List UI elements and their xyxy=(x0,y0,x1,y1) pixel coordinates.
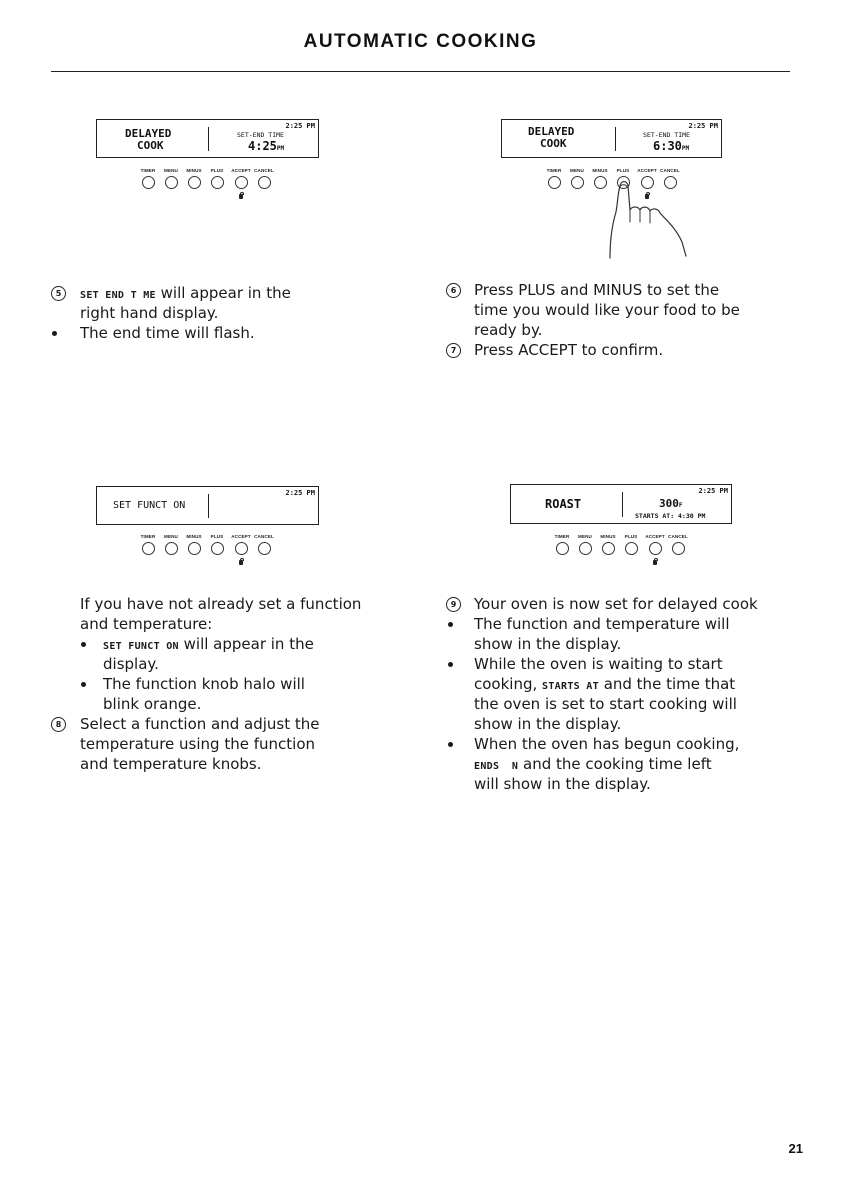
step-number-8: 8 xyxy=(51,717,66,732)
accept-button[interactable]: ACCEPT xyxy=(644,533,666,555)
step-5-text: 5 SET END T ME will appear in the right hand display. The end time will flash. xyxy=(51,283,391,345)
lcd-sub-label: STARTS AT: 4:30 PM xyxy=(635,512,706,520)
lcd-divider xyxy=(208,494,209,518)
lcd-right-label: SET-END TIME xyxy=(643,131,690,139)
lcd-display-2 xyxy=(501,119,722,158)
plus-button[interactable]: PLUS xyxy=(612,167,634,189)
bullet xyxy=(448,622,453,627)
minus-button[interactable]: MINUS xyxy=(589,167,611,189)
lcd-divider xyxy=(622,492,623,517)
lcd-divider xyxy=(208,127,209,151)
menu-button[interactable]: MENU xyxy=(160,167,182,189)
lcd-mode-line2: COOK xyxy=(137,139,164,152)
lcd-display-3 xyxy=(96,486,319,525)
lcd-display-4 xyxy=(510,484,732,524)
accept-button[interactable]: ACCEPT xyxy=(636,167,658,189)
lcd-term: ENDS N xyxy=(474,761,519,772)
accept-button[interactable]: ACCEPT xyxy=(230,167,252,189)
cancel-button[interactable]: CANCEL xyxy=(253,533,275,555)
minus-button[interactable]: MINUS xyxy=(183,533,205,555)
plus-button[interactable]: PLUS xyxy=(206,167,228,189)
hand-pointer-icon xyxy=(590,170,710,270)
menu-button[interactable]: MENU xyxy=(566,167,588,189)
lcd-mode-line1: SET FUNCT ON xyxy=(113,500,186,511)
lcd-value: 300F xyxy=(659,497,683,510)
lcd-clock: 2:25 PM xyxy=(688,122,718,130)
bullet xyxy=(448,662,453,667)
lcd-right-label: SET-END TIME xyxy=(237,131,284,139)
plus-button[interactable]: PLUS xyxy=(206,533,228,555)
step-9-text: 9 Your oven is now set for delayed cook The function and temperature will show in the display. While the oven is waiting to start cooking, STARTS AT and the time that the oven is set to start cooking will show in the display. When the oven has begun cooking, ENDS N and the cooking time left will show in the display. xyxy=(446,594,816,796)
lcd-term: SET FUNCT ON xyxy=(103,641,179,652)
step-number-6: 6 xyxy=(446,283,461,298)
lock-icon xyxy=(239,194,243,199)
lcd-term: STARTS AT xyxy=(542,681,599,692)
minus-button[interactable]: MINUS xyxy=(597,533,619,555)
lcd-display-1 xyxy=(96,119,319,158)
timer-button[interactable]: TIMER xyxy=(137,167,159,189)
lock-icon xyxy=(239,560,243,565)
lcd-mode-line2: COOK xyxy=(540,137,567,150)
accept-button[interactable]: ACCEPT xyxy=(230,533,252,555)
minus-button[interactable]: MINUS xyxy=(183,167,205,189)
step-number-5: 5 xyxy=(51,286,66,301)
step-number-7: 7 xyxy=(446,343,461,358)
lcd-divider xyxy=(615,127,616,151)
page-title: AUTOMATIC COOKING xyxy=(303,31,538,52)
menu-button[interactable]: MENU xyxy=(574,533,596,555)
lock-icon xyxy=(653,560,657,565)
cancel-button[interactable]: CANCEL xyxy=(667,533,689,555)
step-8-text: If you have not already set a function and temperature: SET FUNCT ON will appear in the display. The function knob halo will blink orange. 8 Select a function and adjust the temperature using the function and temperature knobs. xyxy=(51,594,391,776)
lcd-value: 4:25PM xyxy=(248,139,285,153)
page-number: 21 xyxy=(788,1141,803,1156)
lcd-value: 6:30PM xyxy=(653,139,690,153)
timer-button[interactable]: TIMER xyxy=(137,533,159,555)
timer-button[interactable]: TIMER xyxy=(551,533,573,555)
step-6-text: 6 Press PLUS and MINUS to set the time you would like your food to be ready by. 7 Press ACCEPT to confirm. xyxy=(446,280,806,362)
timer-button[interactable]: TIMER xyxy=(543,167,565,189)
bullet xyxy=(81,642,86,647)
plus-button[interactable]: PLUS xyxy=(620,533,642,555)
bullet xyxy=(52,331,57,336)
bullet xyxy=(81,682,86,687)
lcd-clock: 2:25 PM xyxy=(698,487,728,495)
cancel-button[interactable]: CANCEL xyxy=(659,167,681,189)
lcd-clock: 2:25 PM xyxy=(285,122,315,130)
cancel-button[interactable]: CANCEL xyxy=(253,167,275,189)
step-number-9: 9 xyxy=(446,597,461,612)
lcd-mode-line1: DELAYED xyxy=(125,127,172,140)
lcd-mode-line1: DELAYED xyxy=(528,125,575,138)
lcd-term: SET END T ME xyxy=(80,290,156,301)
menu-button[interactable]: MENU xyxy=(160,533,182,555)
lcd-mode-line1: ROAST xyxy=(545,497,582,511)
header-rule xyxy=(51,71,790,72)
bullet xyxy=(448,742,453,747)
lcd-clock: 2:25 PM xyxy=(285,489,315,497)
